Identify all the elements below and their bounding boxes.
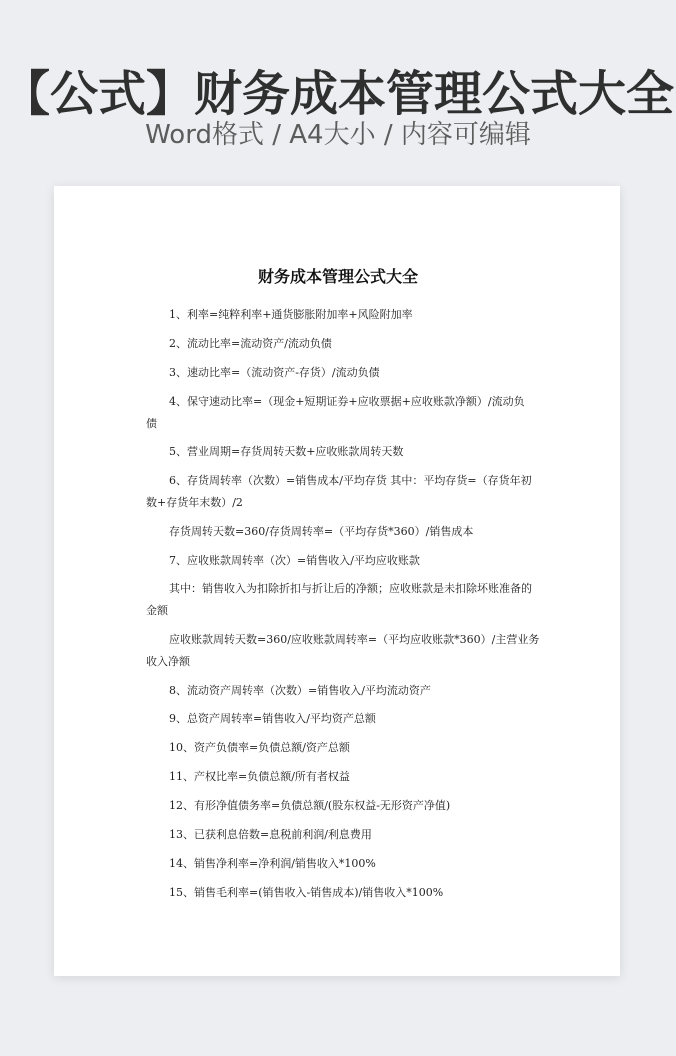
document-line: 1、利率=纯粹利率+通货膨胀附加率+风险附加率: [169, 308, 413, 321]
document-line: 其中：销售收入为扣除折扣与折让后的净额；应收账款是未扣除坏账准备的: [169, 582, 532, 595]
document-line: 金额: [146, 604, 168, 617]
banner: [0, 0, 676, 175]
document-line: 7、应收账款周转率（次）=销售收入/平均应收账款: [169, 554, 420, 567]
document-line: 数+存货年末数）/2: [146, 496, 243, 509]
document-line: 2、流动比率=流动资产/流动负债: [169, 337, 332, 350]
banner-title: 【公式】财务成本管理公式大全: [1, 66, 674, 122]
document-line: 6、存货周转率（次数）=销售成本/平均存货 其中：平均存货=（存货年初: [169, 474, 532, 487]
document-line: 收入净额: [146, 655, 190, 668]
document-line: 4、保守速动比率=（现金+短期证券+应收票据+应收账款净额）/流动负: [169, 395, 525, 408]
document-line: 12、有形净值债务率=负债总额/(股东权益-无形资产净值): [169, 799, 451, 812]
document-line: 11、产权比率=负债总额/所有者权益: [169, 770, 350, 783]
document-line: 14、销售净利率=净利润/销售收入*100%: [169, 857, 376, 870]
document-line: 存货周转天数=360/存货周转率=（平均存货*360）/销售成本: [169, 525, 474, 538]
document-line: 9、总资产周转率=销售收入/平均资产总额: [169, 712, 376, 725]
banner-subtitle: Word格式 / A4大小 / 内容可编辑: [145, 120, 531, 150]
document-line: 应收账款周转天数=360/应收账款周转率=（平均应收账款*360）/主营业务: [169, 633, 540, 646]
document-line: 债: [146, 417, 157, 430]
document-title: 财务成本管理公式大全: [257, 267, 418, 286]
document-line: 5、营业周期=存货周转天数+应收账款周转天数: [169, 445, 404, 458]
document-line: 3、速动比率=（流动资产-存货）/流动负债: [169, 366, 380, 379]
document-line: 8、流动资产周转率（次数）=销售收入/平均流动资产: [169, 684, 431, 697]
document-line: 10、资产负债率=负债总额/资产总额: [169, 741, 350, 754]
document-line: 13、已获利息倍数=息税前利润/利息费用: [169, 828, 372, 841]
document-line: 15、销售毛利率=(销售收入-销售成本)/销售收入*100%: [169, 886, 444, 899]
